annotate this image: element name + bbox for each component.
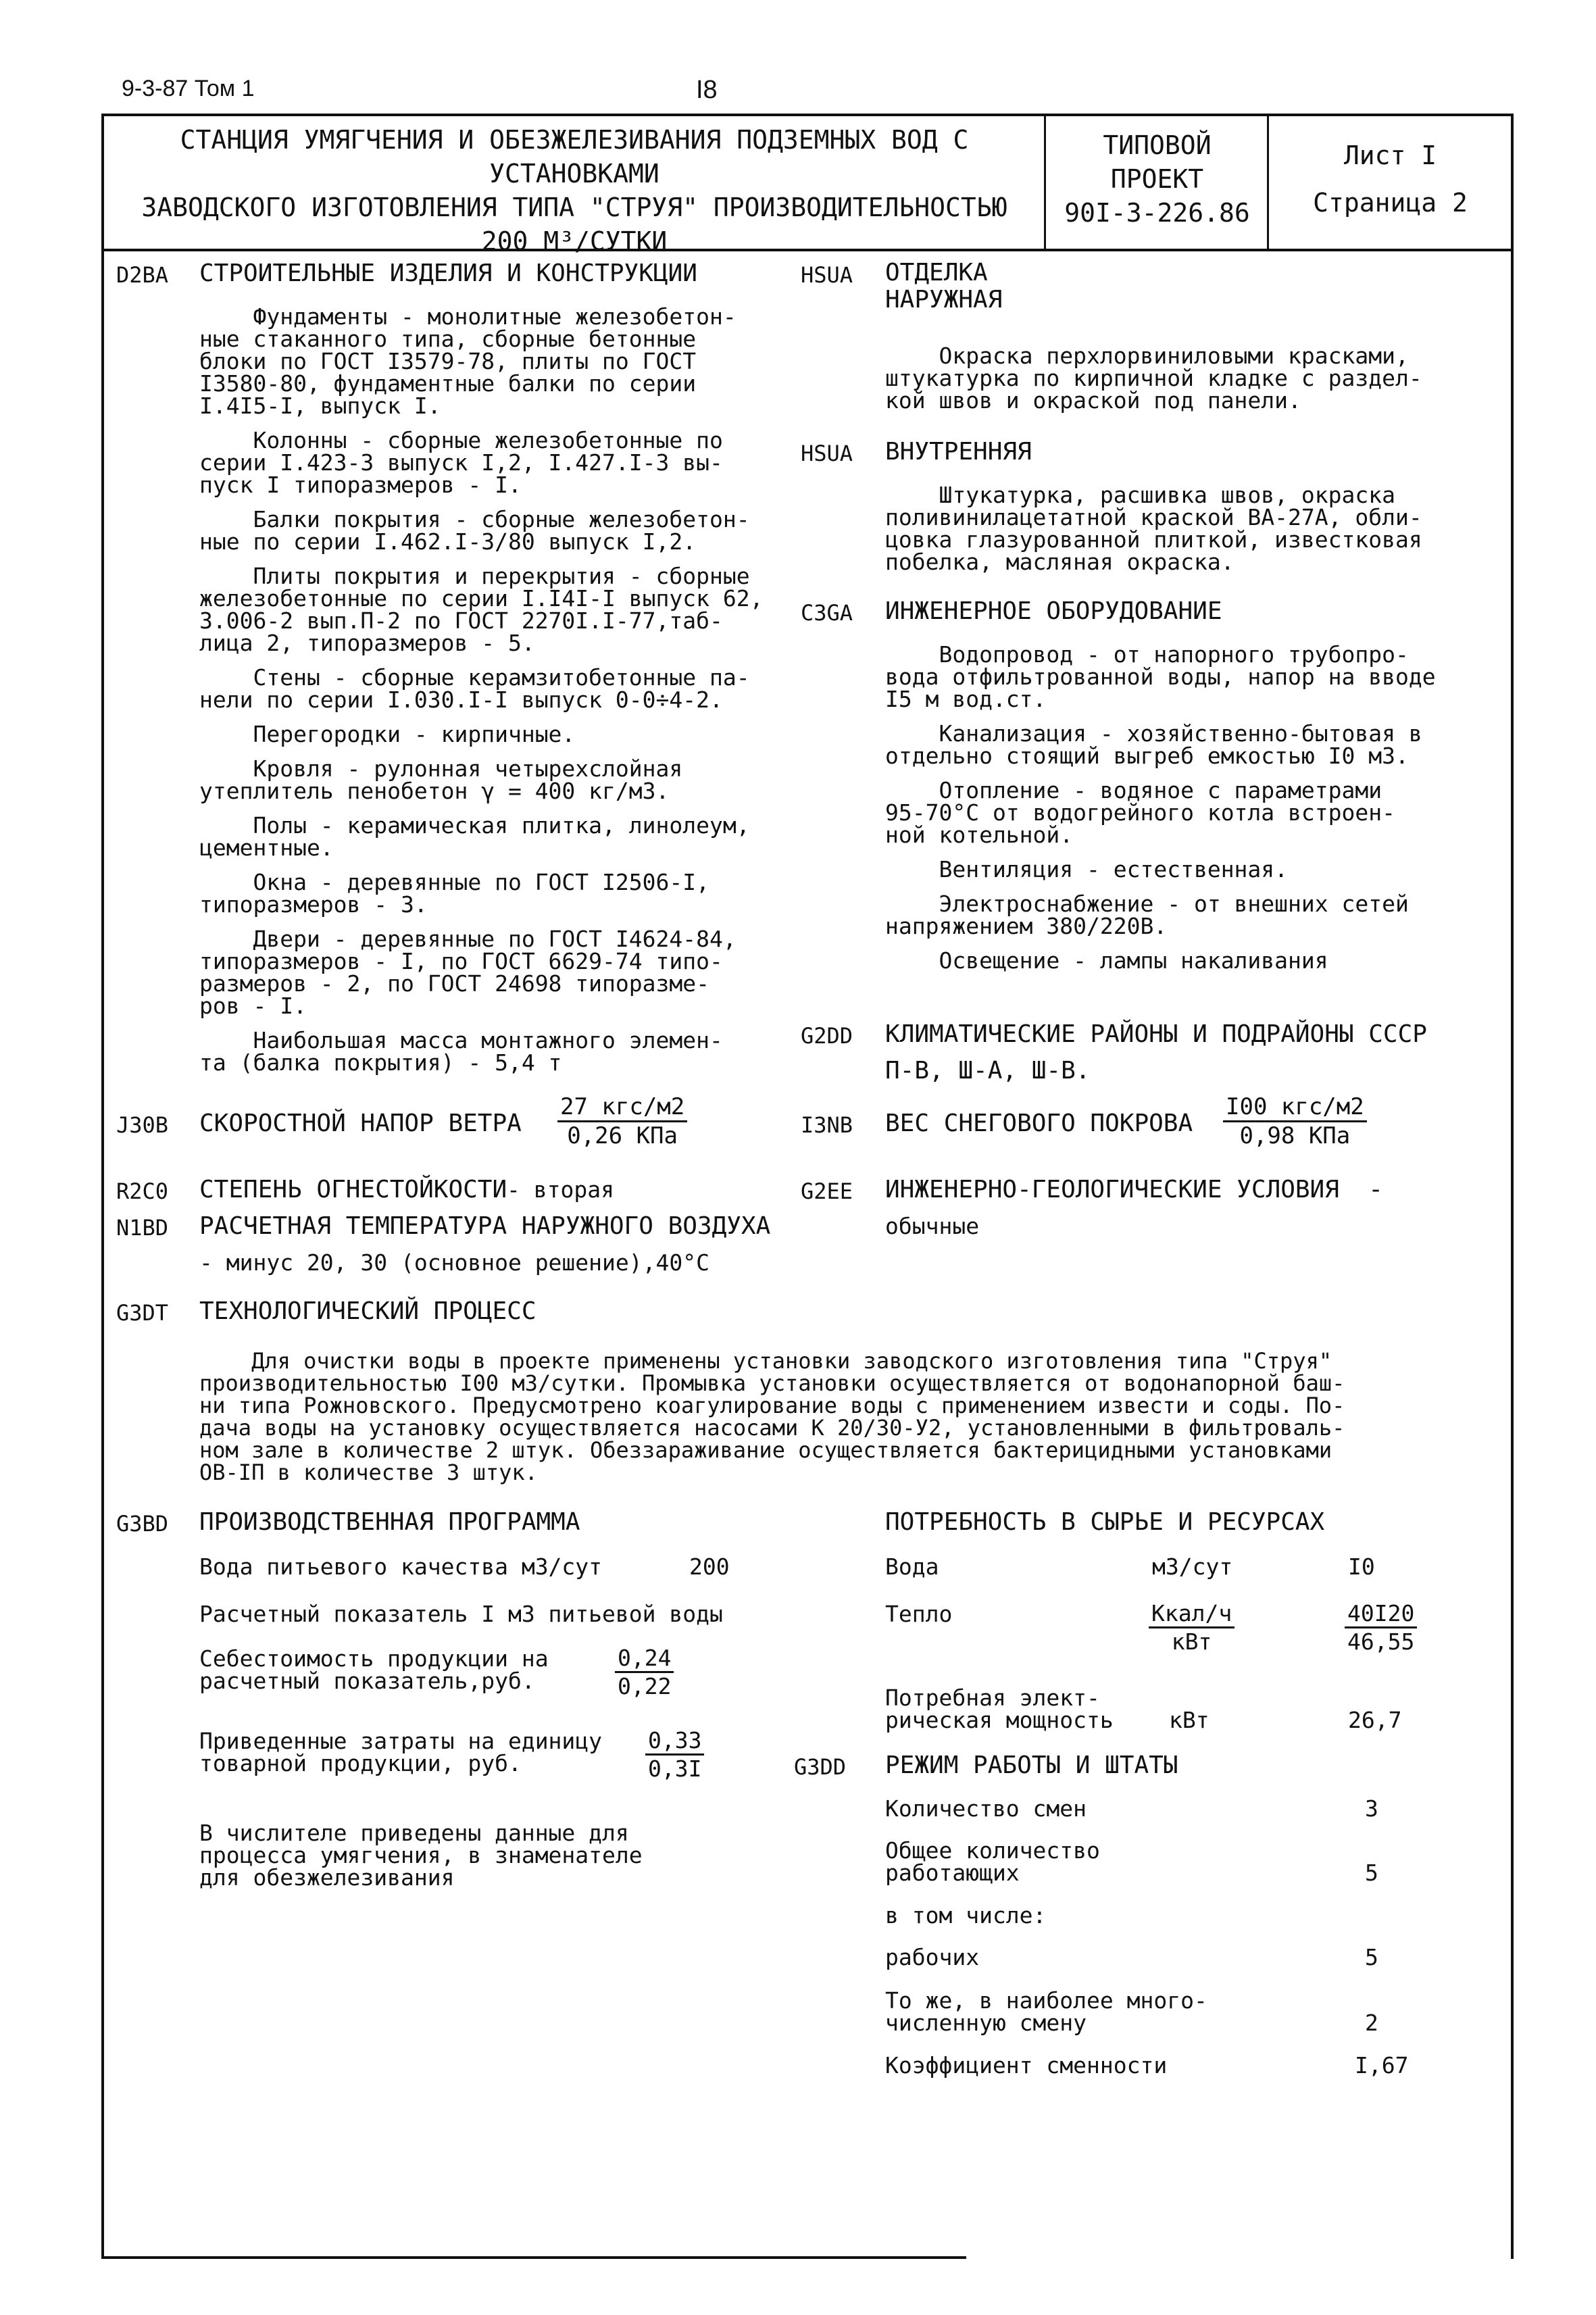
- project-box: [1051, 128, 1264, 230]
- snow-numerator: I00 кгс/м2: [1223, 1093, 1367, 1122]
- res-water-unit: м3/сут: [1152, 1553, 1233, 1580]
- title-line-2: ЗАВОДСКОГО ИЗГОТОВЛЕНИЯ ТИПА "СТРУЯ" ПРОИЗВОДИТЕЛЬНОСТЬЮ: [141, 193, 1007, 222]
- construction-item: Стены - сборные керамзитобетонные па- нели по серии I.030.I-I выпуск 0-0÷4-2.: [199, 664, 750, 713]
- section-code: N1BD: [116, 1215, 169, 1241]
- engineering-item: Отопление - водяное с параметрами 95-70°С от водогрейного котла встроен- ной котельной.: [885, 777, 1395, 848]
- res-heat-unit: [1149, 1600, 1235, 1655]
- staff-row-label: рабочих: [885, 1944, 980, 1970]
- section-title-geology: ИНЖЕНЕРНО-ГЕОЛОГИЧЕСКИЕ УСЛОВИЯ -: [885, 1176, 1383, 1203]
- section-title-temp: РАСЧЕТНАЯ ТЕМПЕРАТУРА НАРУЖНОГО ВОЗДУХА: [199, 1212, 771, 1240]
- construction-item: Кровля - рулонная четырехслойная утеплитель пенобетон γ = 400 кг/м3.: [199, 755, 683, 804]
- section-title-resources: ПОТРЕБНОСТЬ В СЫРЬЕ И РЕСУРСАХ: [885, 1508, 1325, 1536]
- program-water-value: 200: [689, 1553, 730, 1580]
- page-number: I8: [696, 76, 718, 104]
- frame-bottom: [101, 2256, 966, 2259]
- section-title-construction: СТРОИТЕЛЬНЫЕ ИЗДЕЛИЯ И КОНСТРУКЦИИ: [199, 259, 697, 287]
- staff-row-value: 5: [1365, 1860, 1378, 1886]
- section-title-finish-outer: ОТДЕЛКА НАРУЖНАЯ: [885, 259, 1003, 314]
- heat-numerator: 40I20: [1345, 1600, 1417, 1628]
- construction-item: Окна - деревянные по ГОСТ I2506-I, типоразмеров - 3.: [199, 869, 709, 918]
- section-code: G3DT: [116, 1300, 169, 1326]
- construction-item: Плиты покрытия и перекрытия - сборные железобетонные по серии I.I4I-I выпуск 62, 3.006-2 вып.П-2 по ГОСТ 2270I.I-77,таб- лица 2, типоразмеров - 5.: [199, 563, 764, 656]
- section-code: G3BD: [116, 1511, 169, 1537]
- heat-denominator: 46,55: [1347, 1628, 1415, 1655]
- staff-row-value: 5: [1365, 1944, 1378, 1970]
- program-note: В числителе приведены данные для процесса умягчения, в знаменателе для обезжелезивания: [199, 1820, 643, 1891]
- construction-item: Колонны - сборные железобетонные по серии I.423-3 выпуск I,2, I.427.I-3 вы- пуск I типоразмеров - I.: [199, 427, 723, 498]
- temp-value: - минус 20, 30 (основное решение),40°С: [199, 1249, 709, 1276]
- document-title: [108, 123, 1041, 258]
- title-line-3: 200 М³/СУТКИ: [481, 226, 668, 256]
- res-power-value: 26,7: [1348, 1707, 1402, 1733]
- project-number: 90I-3-226.86: [1064, 198, 1250, 228]
- heat-unit-numerator: Ккал/ч: [1149, 1600, 1235, 1628]
- engineering-item: Канализация - хозяйственно-бытовая в отдельно стоящий выгреб емкостью I0 м3.: [885, 720, 1422, 769]
- finish-outer-text: Окраска перхлорвиниловыми красками, штукатурка по кирпичной кладке с раздел- кой швов и окраской под панели.: [885, 343, 1422, 414]
- res-water-value: I0: [1348, 1553, 1375, 1580]
- section-code: D2BA: [116, 262, 169, 288]
- program-calc-label: Расчетный показатель I м3 питьевой воды: [199, 1601, 723, 1627]
- res-heat-value: [1345, 1600, 1417, 1655]
- section-code: HSUA: [801, 441, 853, 466]
- section-code: R2C0: [116, 1178, 169, 1204]
- engineering-item: Освещение - лампы накаливания: [885, 947, 1328, 974]
- section-code: J30B: [116, 1112, 169, 1138]
- title-line-1: СТАНЦИЯ УМЯГЧЕНИЯ И ОБЕЗЖЕЛЕЗИВАНИЯ ПОДЗЕМНЫХ ВОД С УСТАНОВКАМИ: [180, 125, 969, 189]
- construction-item: Полы - керамическая плитка, линолеум, цементные.: [199, 812, 750, 861]
- title-col-2: [1267, 114, 1269, 250]
- given-numerator: 0,33: [645, 1727, 704, 1756]
- section-title-staff: РЕЖИМ РАБОТЫ И ШТАТЫ: [885, 1751, 1178, 1779]
- staff-row-label: в том числе:: [885, 1902, 1047, 1928]
- section-title-climate: КЛИМАТИЧЕСКИЕ РАЙОНЫ И ПОДРАЙОНЫ СССР: [885, 1020, 1427, 1048]
- project-label: ТИПОВОЙ ПРОЕКТ: [1103, 130, 1212, 194]
- sheet-page: Страница 2: [1313, 188, 1468, 218]
- cost-numerator: 0,24: [615, 1645, 674, 1673]
- program-cost-value: [615, 1645, 674, 1699]
- staff-row-label: Общее количество работающих: [885, 1837, 1100, 1886]
- res-power-label: Потребная элект- рическая мощность: [885, 1685, 1114, 1733]
- snow-value: [1223, 1093, 1367, 1149]
- section-title-tech: ТЕХНОЛОГИЧЕСКИЙ ПРОЦЕСС: [199, 1297, 537, 1325]
- staff-row-label: Коэффициент сменности: [885, 2052, 1168, 2078]
- construction-item: Наибольшая масса монтажного элемен- та (балка покрытия) - 5,4 т: [199, 1027, 723, 1076]
- given-denominator: 0,3I: [648, 1756, 702, 1782]
- section-title-snow: ВЕС СНЕГОВОГО ПОКРОВА: [885, 1110, 1193, 1137]
- section-code: G3DD: [794, 1754, 847, 1780]
- section-title-fire: СТЕПЕНЬ ОГНЕСТОЙКОСТИ: [199, 1176, 507, 1203]
- staff-row-value: 2: [1365, 2010, 1378, 2036]
- snow-denominator: 0,98 КПа: [1239, 1122, 1351, 1149]
- res-heat-label: Тепло: [885, 1601, 953, 1627]
- doc-ref: 9-3-87 Том 1: [122, 76, 255, 101]
- construction-item: Перегородки - кирпичные.: [199, 721, 576, 747]
- frame-top: [101, 114, 1514, 116]
- tech-text: Для очистки воды в проекте применены установки заводского изготовления типа "Струя" производительностью I00 м3/сутки. Промывка установки осуществляется от водонапорной баш- ни типа Рожновского. Предусмотрено коагулирование воды с применением извести и соды. По- дача воды на установку осуществляется насосами К 20/30-У2, установленными в фильтроваль- ном зале в количестве 2 штук. Обеззараживание осуществляется бактерицидными установками ОВ-IП в количестве 3 штук.: [199, 1348, 1345, 1485]
- construction-item: Фундаменты - монолитные железобетон- ные стаканного типа, сборные бетонные блоки по ГОСТ I3579-78, плиты по ГОСТ I3580-80, фундаментные балки по серии I.4I5-I, выпуск I.: [199, 303, 737, 419]
- frame-left: [101, 114, 104, 2259]
- program-cost-label: Себестоимость продукции на расчетный показатель,руб.: [199, 1645, 549, 1694]
- heat-unit-denominator: кВт: [1171, 1628, 1212, 1655]
- res-water-label: Вода: [885, 1553, 939, 1580]
- section-code: G2EE: [801, 1178, 853, 1204]
- climate-value: П-В, Ш-А, Ш-В.: [885, 1057, 1091, 1085]
- title-col-1: [1044, 114, 1046, 250]
- engineering-item: Вентиляция - естественная.: [885, 856, 1289, 882]
- program-given-label: Приведенные затраты на единицу товарной продукции, руб.: [199, 1728, 603, 1776]
- section-title-wind: СКОРОСТНОЙ НАПОР ВЕТРА: [199, 1110, 522, 1137]
- section-title-engineering: ИНЖЕНЕРНОЕ ОБОРУДОВАНИЕ: [885, 597, 1222, 625]
- staff-row-label: То же, в наиболее много- численную смену: [885, 1987, 1207, 2036]
- section-title-program: ПРОИЗВОДСТВЕННАЯ ПРОГРАММА: [199, 1508, 580, 1536]
- wind-value: [557, 1093, 687, 1149]
- program-water-label: Вода питьевого качества м3/сут: [199, 1553, 603, 1580]
- cost-denominator: 0,22: [618, 1673, 672, 1699]
- fire-value: - вторая: [507, 1176, 614, 1203]
- wind-numerator: 27 кгс/м2: [557, 1093, 687, 1122]
- wind-denominator: 0,26 КПа: [567, 1122, 678, 1149]
- engineering-list: [885, 643, 1493, 984]
- staff-row-value: I,67: [1355, 2052, 1409, 2078]
- construction-item: Балки покрытия - сборные железобетон- ные по серии I.462.I-3/80 выпуск I,2.: [199, 506, 750, 555]
- staff-row-value: 3: [1365, 1795, 1378, 1822]
- engineering-item: Электроснабжение - от внешних сетей напряжением 380/220В.: [885, 891, 1409, 939]
- frame-right: [1511, 114, 1514, 2259]
- section-code: I3NB: [801, 1112, 853, 1138]
- sheet-box: [1274, 132, 1507, 226]
- engineering-item: Водопровод - от напорного трубопро- вода отфильтрованной воды, напор на вводе I5 м вод.ст.: [885, 641, 1436, 712]
- construction-list: [199, 305, 807, 1086]
- sheet-label: Лист I: [1343, 141, 1437, 170]
- construction-item: Двери - деревянные по ГОСТ I4624-84, типоразмеров - I, по ГОСТ 6629-74 типо- размеров - 2, по ГОСТ 24698 типоразме- ров - I.: [199, 926, 737, 1019]
- section-code: C3GA: [801, 600, 853, 626]
- section-code: G2DD: [801, 1023, 853, 1049]
- program-given-value: [645, 1727, 704, 1782]
- staff-row-label: Количество смен: [885, 1795, 1087, 1822]
- res-power-unit: кВт: [1169, 1707, 1210, 1733]
- section-code: HSUA: [801, 262, 853, 288]
- finish-inner-text: Штукатурка, расшивка швов, окраска поливинилацетатной краской ВА-27А, обли- цовка глазурованной плиткой, известковая побелка, масляная окраска.: [885, 482, 1422, 575]
- section-title-finish-inner: ВНУТРЕННЯЯ: [885, 438, 1032, 466]
- geology-value: обычные: [885, 1213, 980, 1239]
